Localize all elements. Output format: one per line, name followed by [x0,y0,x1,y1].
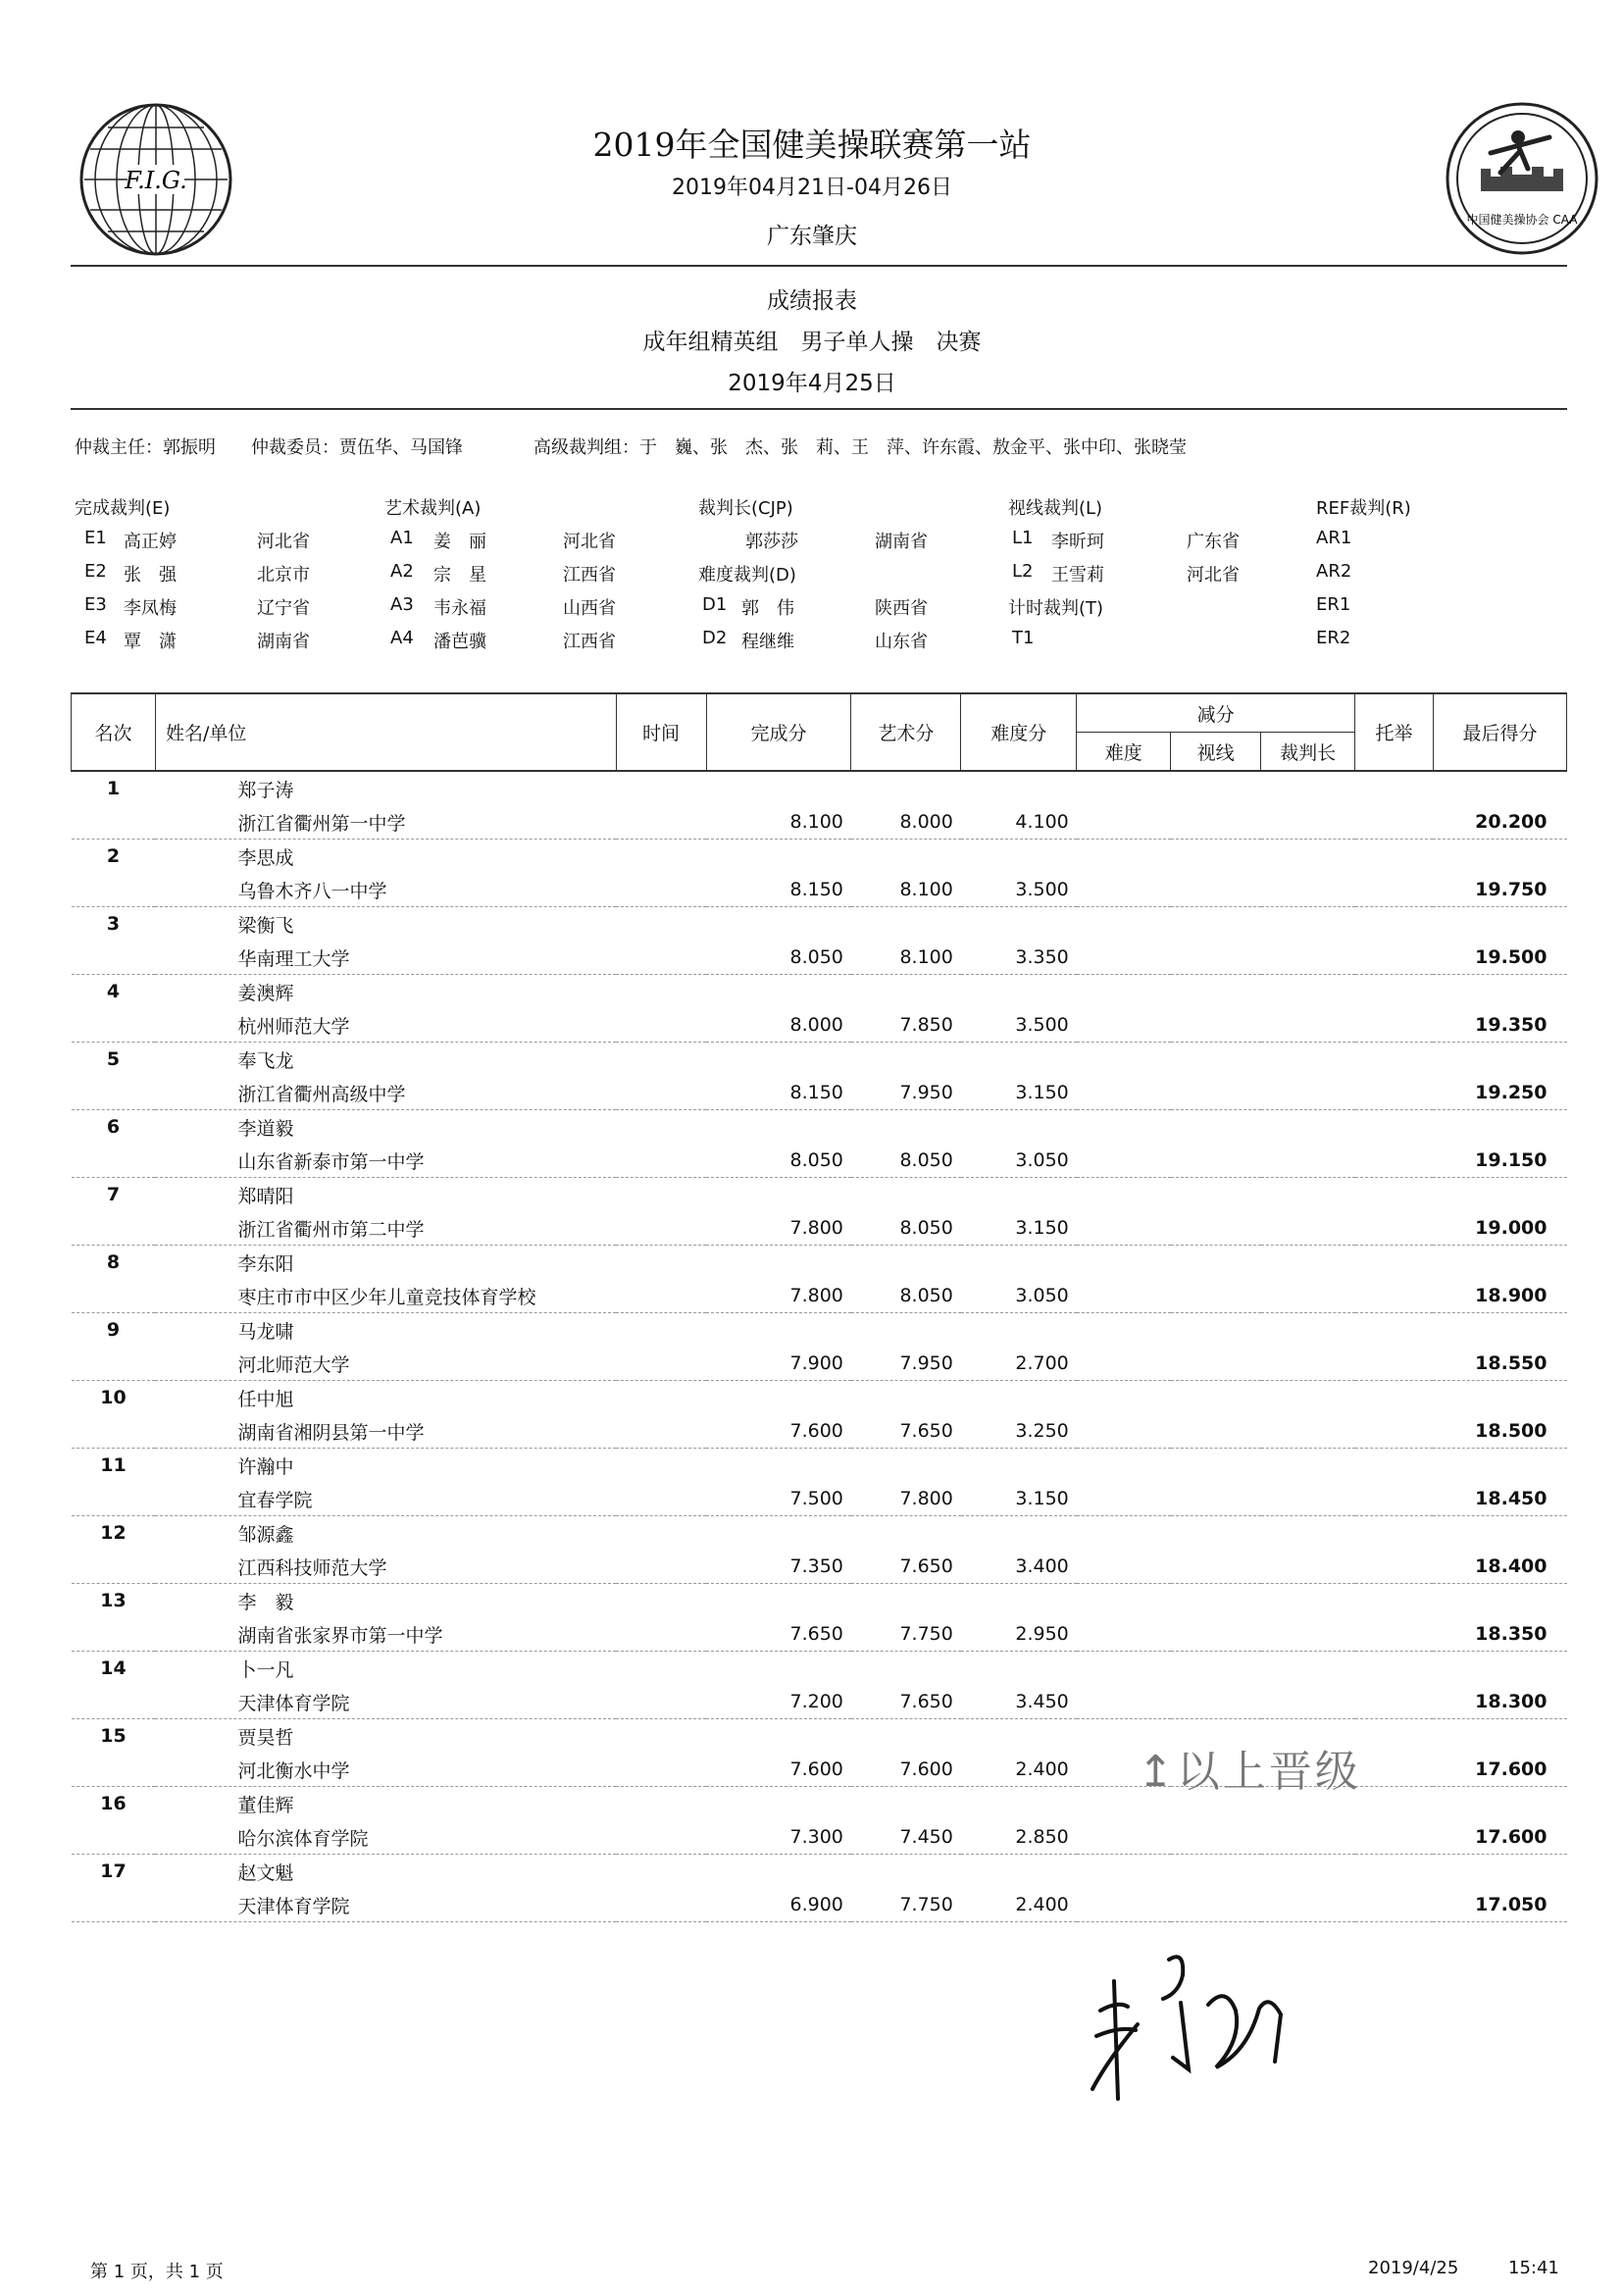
diff-score: 4.100 [961,805,1077,840]
judge-code: A3 [390,594,414,615]
exec-score: 7.900 [706,1347,851,1381]
judge-name: 覃 潇 [124,632,177,652]
athlete-name: 奉飞龙 [237,1049,294,1072]
exec-score: 6.900 [706,1888,851,1922]
athlete-unit: 杭州师范大学 [155,1008,616,1043]
result-score-row [72,1279,1567,1313]
col-lift: 托举 [1355,693,1434,771]
diff-score: 2.850 [961,1820,1077,1855]
judge-province: 山东省 [875,632,928,652]
art-score: 8.050 [851,1279,961,1313]
judge-code: ER1 [1316,594,1351,615]
result-name-row [72,1110,1567,1145]
judge-code: L1 [1012,528,1034,548]
result-name-row [72,1449,1567,1483]
final-score: 19.500 [1433,941,1566,975]
judge-name: 王雪莉 [1051,565,1104,586]
athlete-name: 许瀚中 [237,1455,294,1478]
athlete-name: 李 毅 [237,1591,294,1613]
judge-name: 韦永福 [433,598,486,619]
col-rank: 名次 [72,693,156,771]
art-score: 7.750 [851,1888,961,1922]
athlete-name: 董佳辉 [237,1794,294,1816]
col-diff: 难度分 [961,693,1077,771]
judge-code: AR2 [1316,561,1352,582]
promotion-note-text: 以上晋级 [1176,1747,1361,1797]
final-score: 19.000 [1433,1211,1566,1246]
event-place: 广东肇庆 [767,224,857,249]
diff-score: 3.350 [961,941,1077,975]
rank-cell: 10 [100,1387,127,1408]
up-arrow-icon: ↥ [1138,1747,1177,1797]
final-score: 19.750 [1433,873,1566,907]
exec-score: 7.500 [706,1482,851,1516]
exec-score: 7.600 [706,1414,851,1449]
exec-score: 8.050 [706,941,851,975]
col-final: 最后得分 [1433,693,1566,771]
athlete-name: 任中旭 [237,1388,294,1410]
result-score-row [72,1685,1567,1719]
final-score: 19.250 [1433,1076,1566,1110]
result-score-row [72,1076,1567,1110]
exec-score: 8.150 [706,1076,851,1110]
final-score: 18.300 [1433,1685,1566,1719]
judge-code: D1 [702,594,728,615]
result-score-row [72,941,1567,975]
final-score: 19.350 [1433,1008,1566,1043]
art-score: 7.800 [851,1482,961,1516]
result-name-row [72,975,1567,1009]
rank-cell: 15 [100,1725,127,1747]
divider [71,265,1567,267]
judge-code: E2 [84,561,107,582]
judge-code: T1 [1012,628,1035,648]
judge-code: A1 [390,528,414,548]
rank-cell: 17 [100,1861,127,1882]
final-score: 17.600 [1433,1820,1566,1855]
athlete-name: 李思成 [237,846,294,869]
exec-score: 7.300 [706,1820,851,1855]
print-date: 2019/4/25 [1368,2258,1459,2278]
athlete-unit: 哈尔滨体育学院 [155,1820,616,1855]
judges-e-title: 完成裁判(E) [75,498,171,519]
exec-score: 7.350 [706,1550,851,1584]
diff-score: 3.150 [961,1076,1077,1110]
athlete-unit: 河北师范大学 [155,1347,616,1381]
judge-province: 湖南省 [257,632,310,652]
athlete-unit: 山东省新泰市第一中学 [155,1144,616,1178]
diff-score: 3.400 [961,1550,1077,1584]
judge-name: 姜 丽 [433,532,486,552]
athlete-unit: 宜春学院 [155,1482,616,1516]
report-date: 2019年4月25日 [728,371,896,396]
report-title: 成绩报表 [767,288,857,314]
athlete-name: 梁衡飞 [237,914,294,937]
rank-cell: 11 [100,1454,127,1476]
final-score: 18.500 [1433,1414,1566,1449]
athlete-unit: 枣庄市市中区少年儿童竞技体育学校 [155,1279,616,1313]
final-score: 18.450 [1433,1482,1566,1516]
result-score-row [72,1414,1567,1449]
svg-text:F.I.G.: F.I.G. [125,167,187,194]
report-subtitle: 成年组精英组 男子单人操 决赛 [642,330,982,355]
judge-name: 程继维 [741,632,794,652]
athlete-name: 郑子涛 [237,779,294,801]
result-name-row [72,1246,1567,1280]
diff-score: 2.400 [961,1888,1077,1922]
art-score: 7.650 [851,1414,961,1449]
athlete-name: 邹源鑫 [237,1523,294,1546]
result-score-row [72,1347,1567,1381]
athlete-unit: 湖南省湘阴县第一中学 [155,1414,616,1449]
athlete-unit: 湖南省张家界市第一中学 [155,1617,616,1652]
exec-score: 7.200 [706,1685,851,1719]
athlete-unit: 乌鲁木齐八一中学 [155,873,616,907]
rank-cell: 14 [100,1657,127,1679]
diff-score: 2.700 [961,1347,1077,1381]
art-score: 8.100 [851,873,961,907]
art-score: 7.600 [851,1753,961,1787]
athlete-unit: 天津体育学院 [155,1888,616,1922]
judge-name: 潘芭骥 [433,632,486,652]
athlete-name: 卜一凡 [237,1658,294,1681]
rank-cell: 7 [106,1184,121,1205]
rank-cell: 3 [106,913,121,935]
judge-province: 江西省 [563,565,616,586]
art-score: 7.950 [851,1347,961,1381]
art-score: 8.050 [851,1211,961,1246]
result-score-row [72,1820,1567,1855]
judge-code: E3 [84,594,107,615]
judge-province: 陕西省 [875,598,928,619]
signature [1079,1942,1314,2109]
judge-province: 河北省 [257,532,310,552]
judges-a-title: 艺术裁判(A) [384,498,482,519]
diff-score: 2.400 [961,1753,1077,1787]
rank-cell: 9 [106,1319,121,1341]
page-title: 2019年全国健美操联赛第一站 [592,126,1032,164]
judge-code: ER2 [1316,628,1351,648]
result-name-row [72,1381,1567,1415]
diff-score: 3.050 [961,1144,1077,1178]
judge-province: 湖南省 [875,532,928,552]
exec-score: 8.000 [706,1008,851,1043]
judges-d-title: 难度裁判(D) [698,565,796,586]
diff-score: 3.150 [961,1482,1077,1516]
col-time: 时间 [616,693,706,771]
athlete-name: 马龙啸 [237,1320,294,1343]
judge-province: 山西省 [563,598,616,619]
diff-score: 3.500 [961,1008,1077,1043]
result-name-row [72,1313,1567,1348]
result-score-row [72,1144,1567,1178]
rank-cell: 6 [106,1116,121,1138]
judge-name: 李凤梅 [124,598,177,619]
judge-name: 郭莎莎 [745,532,798,552]
final-score: 17.050 [1433,1888,1566,1922]
judges-cjp-title: 裁判长(CJP) [698,498,793,519]
judge-name: 李昕珂 [1051,532,1104,552]
judge-name: 高正婷 [124,532,177,552]
result-name-row [72,771,1567,805]
judges-r-title: REF裁判(R) [1316,498,1411,519]
art-score: 7.450 [851,1820,961,1855]
result-name-row [72,1516,1567,1551]
result-name-row [72,1652,1567,1686]
judge-province: 江西省 [563,632,616,652]
final-score: 20.200 [1433,805,1566,840]
diff-score: 3.050 [961,1279,1077,1313]
athlete-name: 郑晴阳 [237,1185,294,1207]
art-score: 7.950 [851,1076,961,1110]
judges-l-title: 视线裁判(L) [1008,498,1103,519]
diff-score: 2.950 [961,1617,1077,1652]
judges-t-title: 计时裁判(T) [1008,598,1104,619]
result-name-row [72,840,1567,874]
athlete-name: 贾昊哲 [237,1726,294,1749]
col-ded-line: 视线 [1171,733,1261,772]
athlete-name: 李东阳 [237,1252,294,1275]
promotion-note [1138,1736,1361,1799]
col-ded-diff: 难度 [1077,733,1171,772]
final-score: 18.350 [1433,1617,1566,1652]
svg-text:中国健美操协会 CAA: 中国健美操协会 CAA [1466,213,1578,227]
athlete-name: 赵文魁 [237,1861,294,1884]
result-score-row [72,1482,1567,1516]
diff-score: 3.150 [961,1211,1077,1246]
result-name-row [72,907,1567,942]
judge-code: A4 [390,628,414,648]
result-name-row [72,1043,1567,1077]
rank-cell: 13 [100,1590,127,1611]
art-score: 7.650 [851,1550,961,1584]
art-score: 8.000 [851,805,961,840]
result-name-row [72,1584,1567,1618]
judge-province: 河北省 [563,532,616,552]
result-score-row [72,1550,1567,1584]
athlete-name: 姜澳辉 [237,982,294,1004]
judge-province: 广东省 [1187,532,1240,552]
judge-code: A2 [390,561,414,582]
final-score: 18.550 [1433,1347,1566,1381]
print-time: 15:41 [1508,2258,1559,2278]
rank-cell: 16 [100,1793,127,1814]
rank-cell: 5 [106,1048,121,1070]
result-score-row [72,873,1567,907]
divider [71,408,1567,410]
diff-score: 3.500 [961,873,1077,907]
exec-score: 7.800 [706,1211,851,1246]
rank-cell: 4 [106,981,121,1002]
athlete-name: 李道毅 [237,1117,294,1140]
final-score: 17.600 [1433,1753,1566,1787]
judge-code: L2 [1012,561,1034,582]
rank-cell: 1 [106,778,121,799]
athlete-unit: 浙江省衢州市第二中学 [155,1211,616,1246]
result-score-row [72,1888,1567,1922]
rank-cell: 8 [106,1251,121,1273]
judge-province: 北京市 [257,565,310,586]
col-ded-cjp: 裁判长 [1261,733,1355,772]
result-score-row [72,805,1567,840]
art-score: 7.650 [851,1685,961,1719]
event-dates: 2019年04月21日-04月26日 [672,176,952,200]
art-score: 7.750 [851,1617,961,1652]
final-score: 19.150 [1433,1144,1566,1178]
exec-score: 7.650 [706,1617,851,1652]
final-score: 18.400 [1433,1550,1566,1584]
judge-code: E4 [84,628,107,648]
exec-score: 7.800 [706,1279,851,1313]
judge-name: 郭 伟 [741,598,794,619]
judge-province: 辽宁省 [257,598,310,619]
final-score: 18.900 [1433,1279,1566,1313]
result-score-row [72,1008,1567,1043]
athlete-unit: 江西科技师范大学 [155,1550,616,1584]
athlete-unit: 浙江省衢州高级中学 [155,1076,616,1110]
judge-province: 河北省 [1187,565,1240,586]
athlete-unit: 河北衡水中学 [155,1753,616,1787]
result-score-row [72,1617,1567,1652]
judge-name: 张 强 [124,565,177,586]
col-deduct: 减分 [1077,693,1355,733]
exec-score: 8.100 [706,805,851,840]
art-score: 8.100 [851,941,961,975]
exec-score: 7.600 [706,1753,851,1787]
art-score: 7.850 [851,1008,961,1043]
diff-score: 3.250 [961,1414,1077,1449]
page-number: 第 1 页，共 1 页 [90,2262,224,2282]
col-art: 艺术分 [851,693,961,771]
athlete-unit: 华南理工大学 [155,941,616,975]
result-name-row [72,1855,1567,1889]
judge-code: D2 [702,628,728,648]
rank-cell: 12 [100,1522,127,1544]
exec-score: 8.050 [706,1144,851,1178]
judge-code: AR1 [1316,528,1352,548]
judge-code: E1 [84,528,107,548]
judge-name: 宗 星 [433,565,486,586]
athlete-unit: 浙江省衢州第一中学 [155,805,616,840]
rank-cell: 2 [106,845,121,867]
exec-score: 8.150 [706,873,851,907]
art-score: 8.050 [851,1144,961,1178]
diff-score: 3.450 [961,1685,1077,1719]
athlete-unit: 天津体育学院 [155,1685,616,1719]
result-score-row [72,1211,1567,1246]
col-name: 姓名/单位 [155,693,616,771]
col-exec: 完成分 [706,693,851,771]
result-name-row [72,1178,1567,1212]
officials-line: 仲裁主任：郭振明 仲裁委员：贾伍华、马国锋 高级裁判组：于 巍、张 杰、张 莉、王 萍、许东霞、敖金平、张中印、张晓莹 [75,437,1187,458]
